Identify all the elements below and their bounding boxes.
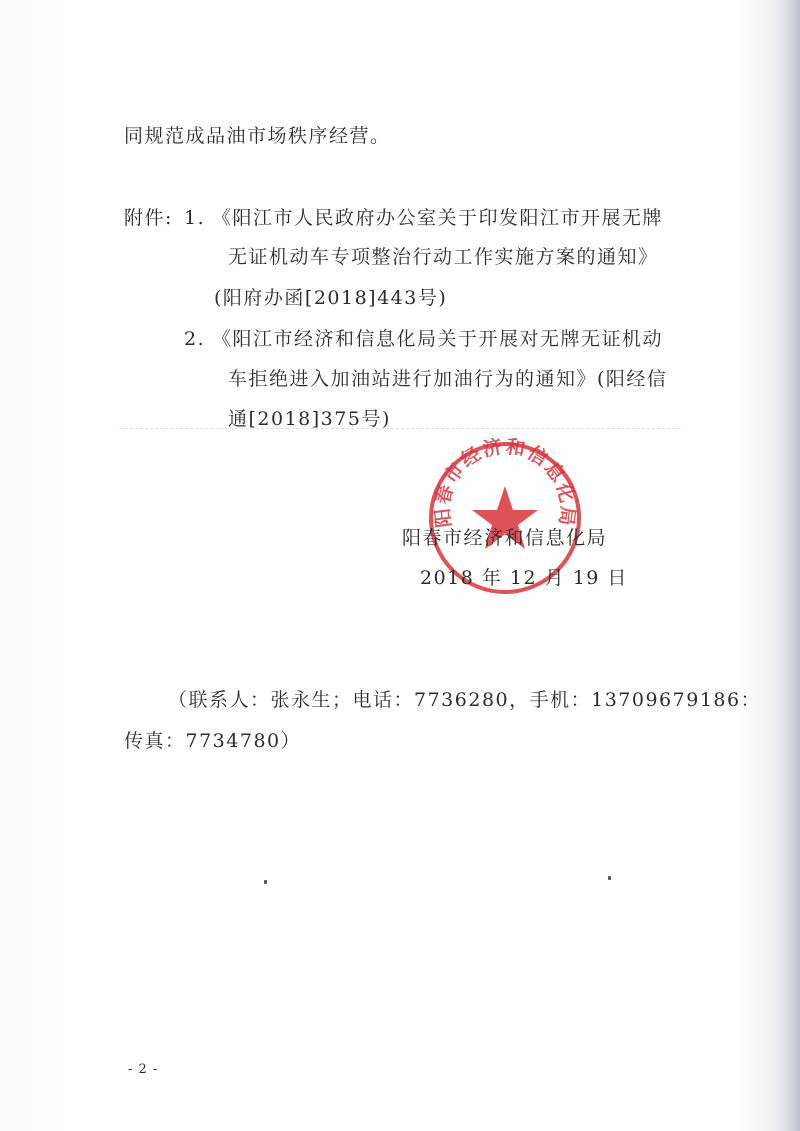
issuer-name: 阳春市经济和信息化局 <box>402 527 608 549</box>
contact-line-2: 传真：7734780） <box>124 730 302 752</box>
scan-speck <box>608 876 611 880</box>
attachment-2-line-2: 车拒绝进入加油站进行加油行为的通知》(阳经信 <box>228 368 668 390</box>
contact-line-1: （联系人：张永生；电话：7736280，手机：13709679186： <box>168 689 762 711</box>
attachment-1-line-1: 《阳江市人民政府办公室关于印发阳江市开展无牌 <box>212 207 664 229</box>
scan-speck <box>264 880 267 884</box>
attachment-2-line-3: 通[2018]375号) <box>228 408 391 430</box>
attachment-label: 附件: <box>124 207 173 229</box>
issue-date: 2018 年 12 月 19 日 <box>420 567 628 589</box>
svg-text:阳春市经济和信息化局: 阳春市经济和信息化局 <box>431 438 579 529</box>
page-number: - 2 - <box>128 1062 159 1077</box>
attachment-2-line-1: 《阳江市经济和信息化局关于开展对无牌无证机动 <box>212 328 664 350</box>
scan-artifact-line <box>120 428 680 430</box>
attachment-2-number: 2. <box>184 328 206 350</box>
body-text-intro: 同规范成品油市场秩序经营。 <box>124 125 391 147</box>
scan-edge-shadow <box>772 0 800 1131</box>
attachment-1-number: 1. <box>184 207 206 229</box>
attachment-1-line-3: (阳府办函[2018]443号) <box>214 287 448 309</box>
attachment-1-line-2: 无证机动车专项整治行动工作实施方案的通知》 <box>228 246 659 268</box>
